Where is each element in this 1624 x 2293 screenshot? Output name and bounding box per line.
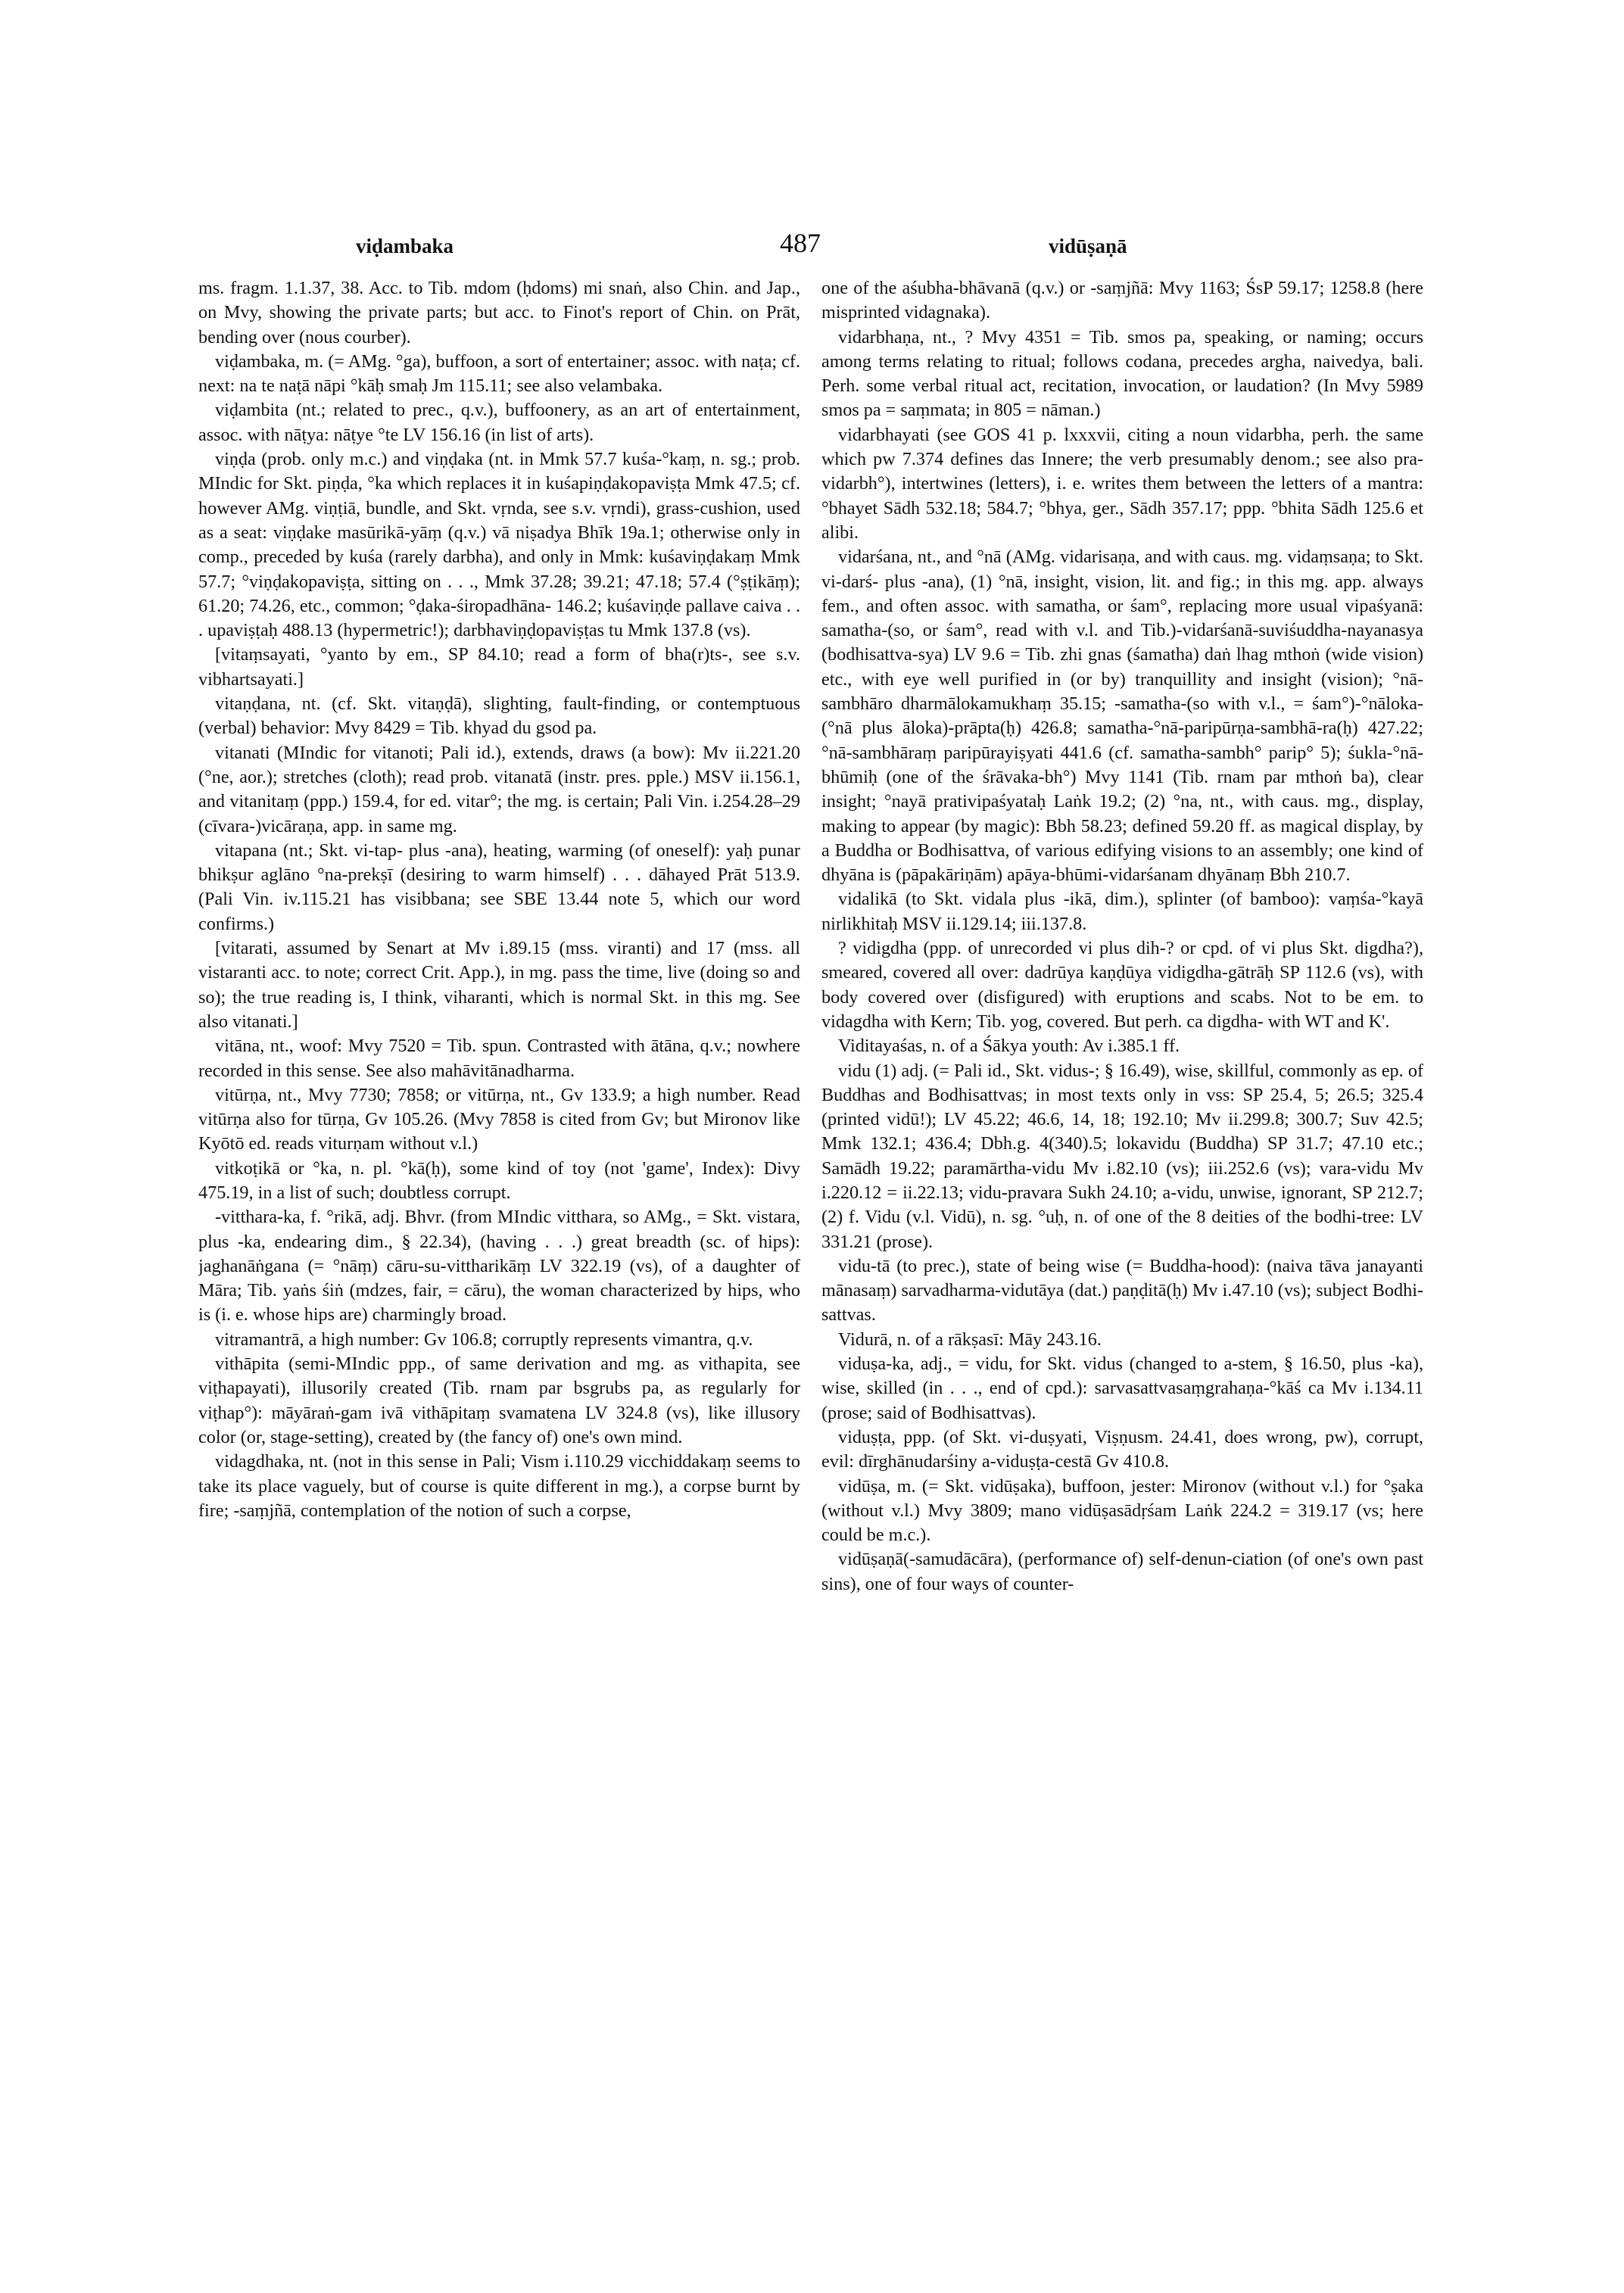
entry-vidarbhayati: vidarbhayati (see GOS 41 p. lxxxvii, citing a noun vidarbha, perh. the same which pw 7.374 defines das Innere; the verb presumably denom.; see also pra-vidarbh°), intertwines (letters), i. e. writes them between the letters of a mantra: °bhayet Sādh 532.18; 584.7; °bhya, ger., Sādh 357.17; ppp. °bhita Sādh 125.6 et alibi.	[821, 424, 1423, 543]
entry-vitamsayati: [vitaṃsayati, °yanto by em., SP 84.10; read a form of bha(r)ts-, see s.v. vibhartsayati.]	[198, 644, 800, 690]
entry-vidusana: vidūṣaṇā(-samudācāra), (performance of) self-denun-ciation (of one's own past sins), one of four ways of counter-	[821, 1549, 1423, 1594]
entry-vitanati: vitanati (MIndic for vitanoti; Pali id.), extends, draws (a bow): Mv ii.221.20 (°ne, aor.); stretches (cloth); read prob. vitanatā (instr. pres. pple.) MSV ii.156.1, and vitanitaṃ (ppp.) 159.4, for ed. vitar°; the mg. is certain; Pali Vin. i.254.28–29 (cīvara-)vicāraṇa, app. in same mg.	[198, 742, 800, 837]
left-running-headword: viḍambaka	[356, 235, 454, 257]
entry-vidigdha: ? vidigdha (ppp. of unrecorded vi plus dih-? or cpd. of vi plus Skt. digdha?), smeared, covered all over: dadrūya kaṇḍūya vidigdha-gātrāḥ SP 112.6 (vs), with body covered over (disfigured) with eruptions and scabs. Not to be em. to vidagdha with Kern; Tib. yog, covered. But perh. ca digdha- with WT and K'.	[821, 938, 1423, 1032]
entry-vidagdhaka: vidagdhaka, nt. (not in this sense in Pali; Vism i.110.29 vicchiddakaṃ seems to take its place vaguely, but of course is quite different in mg.), a corpse burnt by fire; -saṃjñā, contemplation of the notion of such a corpse,	[198, 1451, 800, 1521]
entry-vidura: Vidurā, n. of a rākṣasī: Māy 243.16.	[838, 1329, 1102, 1350]
entry-vitana: vitāna, nt., woof: Mvy 7520 = Tib. spun. Contrasted with ātāna, q.v.; nowhere recorded in this sense. See also mahāvitānadharma.	[198, 1036, 800, 1081]
entry-viturna: vitūrṇa, nt., Mvy 7730; 7858; or vitūrṇa, nt., Gv 133.9; a high number. Read vitūrṇa also for tūrṇa, Gv 105.26. (Mvy 7858 is cited from Gv; but Mironov like Kyōtō ed. reads viturṇam without v.l.)	[198, 1084, 800, 1154]
entry-vidarbhana: vidarbhaṇa, nt., ? Mvy 4351 = Tib. smos pa, speaking, or naming; occurs among terms relating to ritual; follows codana, precedes argha, naivedya, bali. Perh. some verbal ritual act, recitation, invocation, or laudation? (In Mvy 5989 smos pa = saṃmata; in 805 = nāman.)	[821, 326, 1423, 421]
entry-vinda: viṇḍa (prob. only m.c.) and viṇḍaka (nt. in Mmk 57.7 kuśa-°kaṃ, n. sg.; prob. MIndic for Skt. piṇḍa, °ka which replaces it in kuśapiṇḍakopaviṣṭa Mmk 47.5; cf. however AMg. viṇṭiā, bundle, and Skt. vṛnda, see s.v. vṛndi), grass-cushion, used as a seat: viṇḍake masūrikā-yāṃ (q.v.) vā niṣadya Bhīk 19a.1; otherwise only in comp., preceded by kuśa (rarely darbha), and only in Mmk: kuśaviṇḍakaṃ Mmk 57.7; °viṇḍakopaviṣṭa, sitting on . . ., Mmk 37.28; 39.21; 47.18; 57.4 (°ṣṭikāṃ); 61.20; 74.26, etc., common; °ḍaka-śiropadhāna- 146.2; kuśaviṇḍe pallave caiva . . . upaviṣṭaḥ 488.13 (hypermetric!); darbhaviṇḍopaviṣṭas tu Mmk 137.8 (vs).	[198, 449, 800, 641]
page-header	[0, 227, 1624, 257]
entry-vitkotika: vitkoṭikā or °ka, n. pl. °kā(ḥ), some kind of toy (not 'game', Index): Divy 475.19, in a list of such; doubtless corrupt.	[198, 1157, 800, 1203]
entry-vidusa: vidūṣa, m. (= Skt. vidūṣaka), buffoon, jester: Mironov (without v.l.) for °ṣaka (without v.l.) Mvy 3809; mano vidūṣasādṛśam Laṅk 224.2 = 319.17 (vs; here could be m.c.).	[821, 1475, 1423, 1546]
entry-vidusta: viduṣṭa, ppp. (of Skt. vi-duṣyati, Viṣṇusm. 24.41, does wrong, pw), corrupt, evil: dīrghānudarśiny a-viduṣṭa-cestā Gv 410.8.	[821, 1426, 1423, 1472]
entry-vidusa-ka: viduṣa-ka, adj., = vidu, for Skt. vidus (changed to a-stem, § 16.50, plus -ka), wise, skilled (in . . ., end of cpd.): sarvasattvasaṃgrahaṇa-°kāś ca Mv i.134.11 (prose; said of Bodhisattvas).	[821, 1354, 1423, 1423]
right-running-headword: vidūṣaṇā	[1049, 235, 1127, 257]
entry-vitramantra: vitramantrā, a high number: Gv 106.8; corruptly represents vimantra, q.v.	[215, 1329, 753, 1350]
entry-vitarati: [vitarati, assumed by Senart at Mv i.89.15 (mss. viranti) and 17 (mss. all vistaranti acc. to note; correct Crit. App.), in mg. pass the time, live (doing so and so); the true reading is, I think, viharanti, which is normal Skt. in this mg. See also vitanati.]	[198, 938, 800, 1032]
entry-vitandana: vitaṇḍana, nt. (cf. Skt. vitaṇḍā), slighting, fault-finding, or contemptuous (verbal) behavior: Mvy 8429 = Tib. khyad du gsod pa.	[198, 693, 800, 739]
entry-viditayasas: Viditayaśas, n. of a Śākya youth: Av i.385.1 ff.	[838, 1036, 1180, 1057]
entry-vitthara-ka: -vitthara-ka, f. °rikā, adj. Bhvr. (from MIndic vitthara, so AMg., = Skt. vistara, plus -ka, endearing dim., § 22.34), (having . . .) great breadth (sc. of hips): jaghanāṅgana (= °nāṃ) cāru-su-vittharikāṃ LV 322.19 (vs), of a daughter of Māra; Tib. yaṅs śiṅ (mdzes, fair, = cāru), the woman characterized by hips, who is (i. e. whose hips are) charmingly broad.	[198, 1207, 800, 1326]
page-number: 487	[780, 228, 821, 258]
entry-vidarsana: vidarśana, nt., and °nā (AMg. vidarisaṇa, and with caus. mg. vidaṃsaṇa; to Skt. vi-darś- plus -ana), (1) °nā, insight, vision, lit. and fig.; in this mg. app. always fem., and often assoc. with samatha, or śam°, replacing more usual vipaśyanā: samatha-(so, or śam°, read with v.l. and Tib.)-vidarśanā-suviśuddha-nayanasya (bodhisattva-sya) LV 9.6 = Tib. zhi gnas (śamatha) daṅ lhag mthoṅ (wide vision) etc., with eye well purified in (or by) tranquillity and insight (vision); °nā-sambhāro dharmālokamukhaṃ 35.15; -samatha-(so with v.l., = śam°)-°nāloka-(°nā plus āloka)-prāpta(ḥ) 426.8; samatha-°nā-paripūrṇa-sambhā-ra(ḥ) 427.22; °nā-sambhāraṃ paripūrayiṣyati 441.6 (cf. samatha-sambh° parip° 5); śukla-°nā-bhūmiḥ (one of the śrāvaka-bh°) Mvy 1141 (Tib. rnam par mthoṅ ba), clear insight; °nayā prativipaśyataḥ Laṅk 19.2; (2) °na, nt., with caus. mg., display, making to appear (by magic): Bbh 58.23; defined 59.20 ff. as magical display, by a Buddha or Bodhisattva, of various edifying visions to an assembly; one kind of dhyāna is (pāpakāriṇām) apāya-bhūmi-vidarśanam dhyānaṃ Bbh 210.7.	[821, 547, 1423, 886]
entry-vidambaka: viḍambaka, m. (= AMg. °ga), buffoon, a sort of entertainer; assoc. with naṭa; cf. next: na te naṭā nāpi °kāḥ smaḥ Jm 115.11; see also velambaka.	[198, 350, 800, 397]
entry-continuation: one of the aśubha-bhāvanā (q.v.) or -saṃjñā: Mvy 1163; ŚsP 59.17; 1258.8 (here misprinted vidagnaka).	[821, 278, 1423, 323]
entry-vidambita: viḍambita (nt.; related to prec., q.v.), buffoonery, as an art of entertainment, assoc. with nāṭya: nāṭye °te LV 156.16 (in list of arts).	[198, 400, 800, 445]
left-column	[198, 276, 800, 2017]
entry-vidu: vidu (1) adj. (= Pali id., Skt. vidus-; § 16.49), wise, skillful, commonly as ep. of Buddhas and Bodhisattvas; in most texts only in vss: SP 25.4, 5; 26.5; 325.4 (printed vidū!); LV 45.22; 46.6, 14, 18; 192.10; Mv ii.299.8; 300.7; Suv 42.5; Mmk 132.1; 436.4; Dbh.g. 4(340).5; lokavidu (Buddha) SP 31.7; 47.10 etc.; Samādh 19.22; paramārtha-vidu Mv i.82.10 (vs); iii.252.6 (vs); vara-vidu Mv i.220.12 = ii.22.13; vidu-pravara Sukh 24.10; a-vidu, unwise, ignorant, SP 212.7; (2) f. Vidu (v.l. Vidū), n. sg. °uḥ, n. of one of the 8 deities of the bodhi-tree: LV 331.21 (prose).	[821, 1060, 1423, 1252]
entry-vidalika: vidalikā (to Skt. vidala plus -ikā, dim.), splinter (of bamboo): vaṃśa-°kayā nirlikhitaḥ MSV ii.129.14; iii.137.8.	[821, 889, 1423, 934]
entry-vitapana: vitapana (nt.; Skt. vi-tap- plus -ana), heating, warming (of oneself): yaḥ punar bhikṣur aglāno °na-prekṣī (desiring to warm himself) . . . dāhayed Prāt 513.9. (Pali Vin. iv.115.21 has visibbana; see SBE 13.44 note 5, which our word confirms.)	[198, 840, 800, 934]
entry-vidu-ta: vidu-tā (to prec.), state of being wise (= Buddha-hood): (naiva tāva janayanti mānasaṃ) sarvadharma-vidutāya (dat.) paṇḍitā(ḥ) Mv i.47.10 (vs); subject Bodhi-sattvas.	[821, 1255, 1423, 1326]
entry-continuation: ms. fragm. 1.1.37, 38. Acc. to Tib. mdom (ḥdoms) mi snaṅ, also Chin. and Jap., on Mvy, showing the private parts; but acc. to Finot's report of Chin. on Prāt, bending over (nous courber).	[198, 278, 800, 347]
entry-vithapita: vithāpita (semi-MIndic ppp., of same derivation and mg. as vithapita, see viṭhapayati), illusorily created (Tib. rnam par bsgrubs pa, as regularly for viṭhap°): māyāraṅ-gam ivā vithāpitaṃ svamatena LV 324.8 (vs), like illusory color (or, stage-setting), created by (the fancy of) one's own mind.	[198, 1354, 800, 1447]
right-column	[821, 276, 1423, 2017]
